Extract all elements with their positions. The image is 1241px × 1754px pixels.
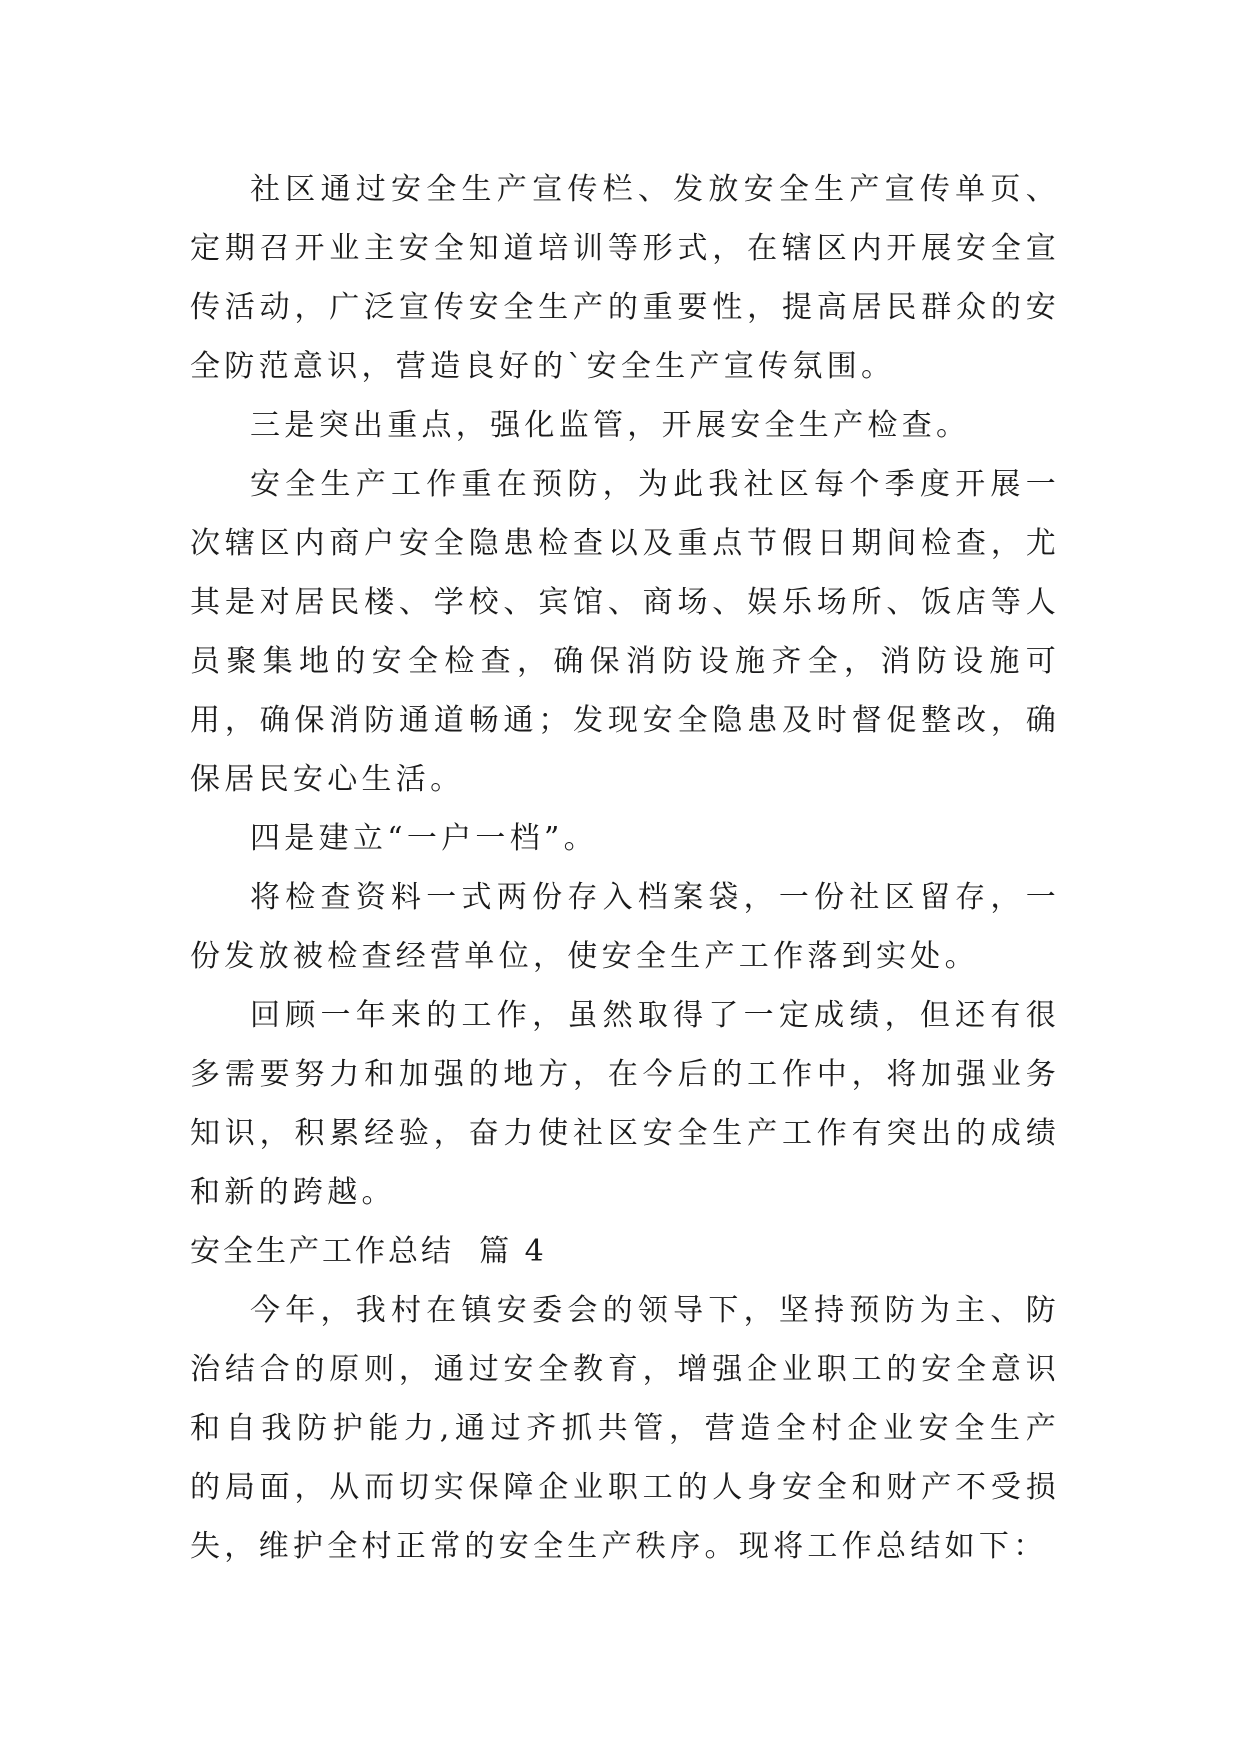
- paragraph-village-intro: 今年，我村在镇安委会的领导下，坚持预防为主、防治结合的原则，通过安全教育，增强企业职工的安全意识和自我防护能力,通过齐抓共管，营造全村企业安全生产的局面，从而切实保障企业职工的人身安全和财产不受损失，维护全村正常的安全生产秩序。现将工作总结如下：: [190, 1293, 1060, 1564]
- paragraph-review: 回顾一年来的工作，虽然取得了一定成绩，但还有很多需要努力和加强的地方，在今后的工作中，将加强业务知识，积累经验，奋力使社区安全生产工作有突出的成绩和新的跨越。: [190, 998, 1060, 1210]
- paragraph-publicity: 社区通过安全生产宣传栏、发放安全生产宣传单页、定期召开业主安全知道培训等形式，在辖区内开展安全宣传活动，广泛宣传安全生产的重要性，提高居民群众的安全防范意识，营造良好的`安全生产宣传氛围。: [190, 172, 1060, 384]
- document-page: [190, 160, 1060, 1576]
- paragraph-inspection: 安全生产工作重在预防，为此我社区每个季度开展一次辖区内商户安全隐患检查以及重点节假日期间检查，尤其是对居民楼、学校、宾馆、商场、娱乐场所、饭店等人员聚集地的安全检查，确保消防设施齐全，消防设施可用，确保消防通道畅通；发现安全隐患及时督促整改，确保居民安心生活。: [190, 467, 1060, 797]
- paragraph-point-three: 三是突出重点，强化监管，开展安全生产检查。: [250, 408, 971, 443]
- paragraph-archive: 将检查资料一式两份存入档案袋，一份社区留存，一份发放被检查经营单位，使安全生产工作落到实处。: [190, 880, 1060, 974]
- paragraph-point-four: 四是建立“一户一档”。: [250, 821, 598, 856]
- section-title-part-4: 安全生产工作总结 篇 4: [190, 1234, 547, 1269]
